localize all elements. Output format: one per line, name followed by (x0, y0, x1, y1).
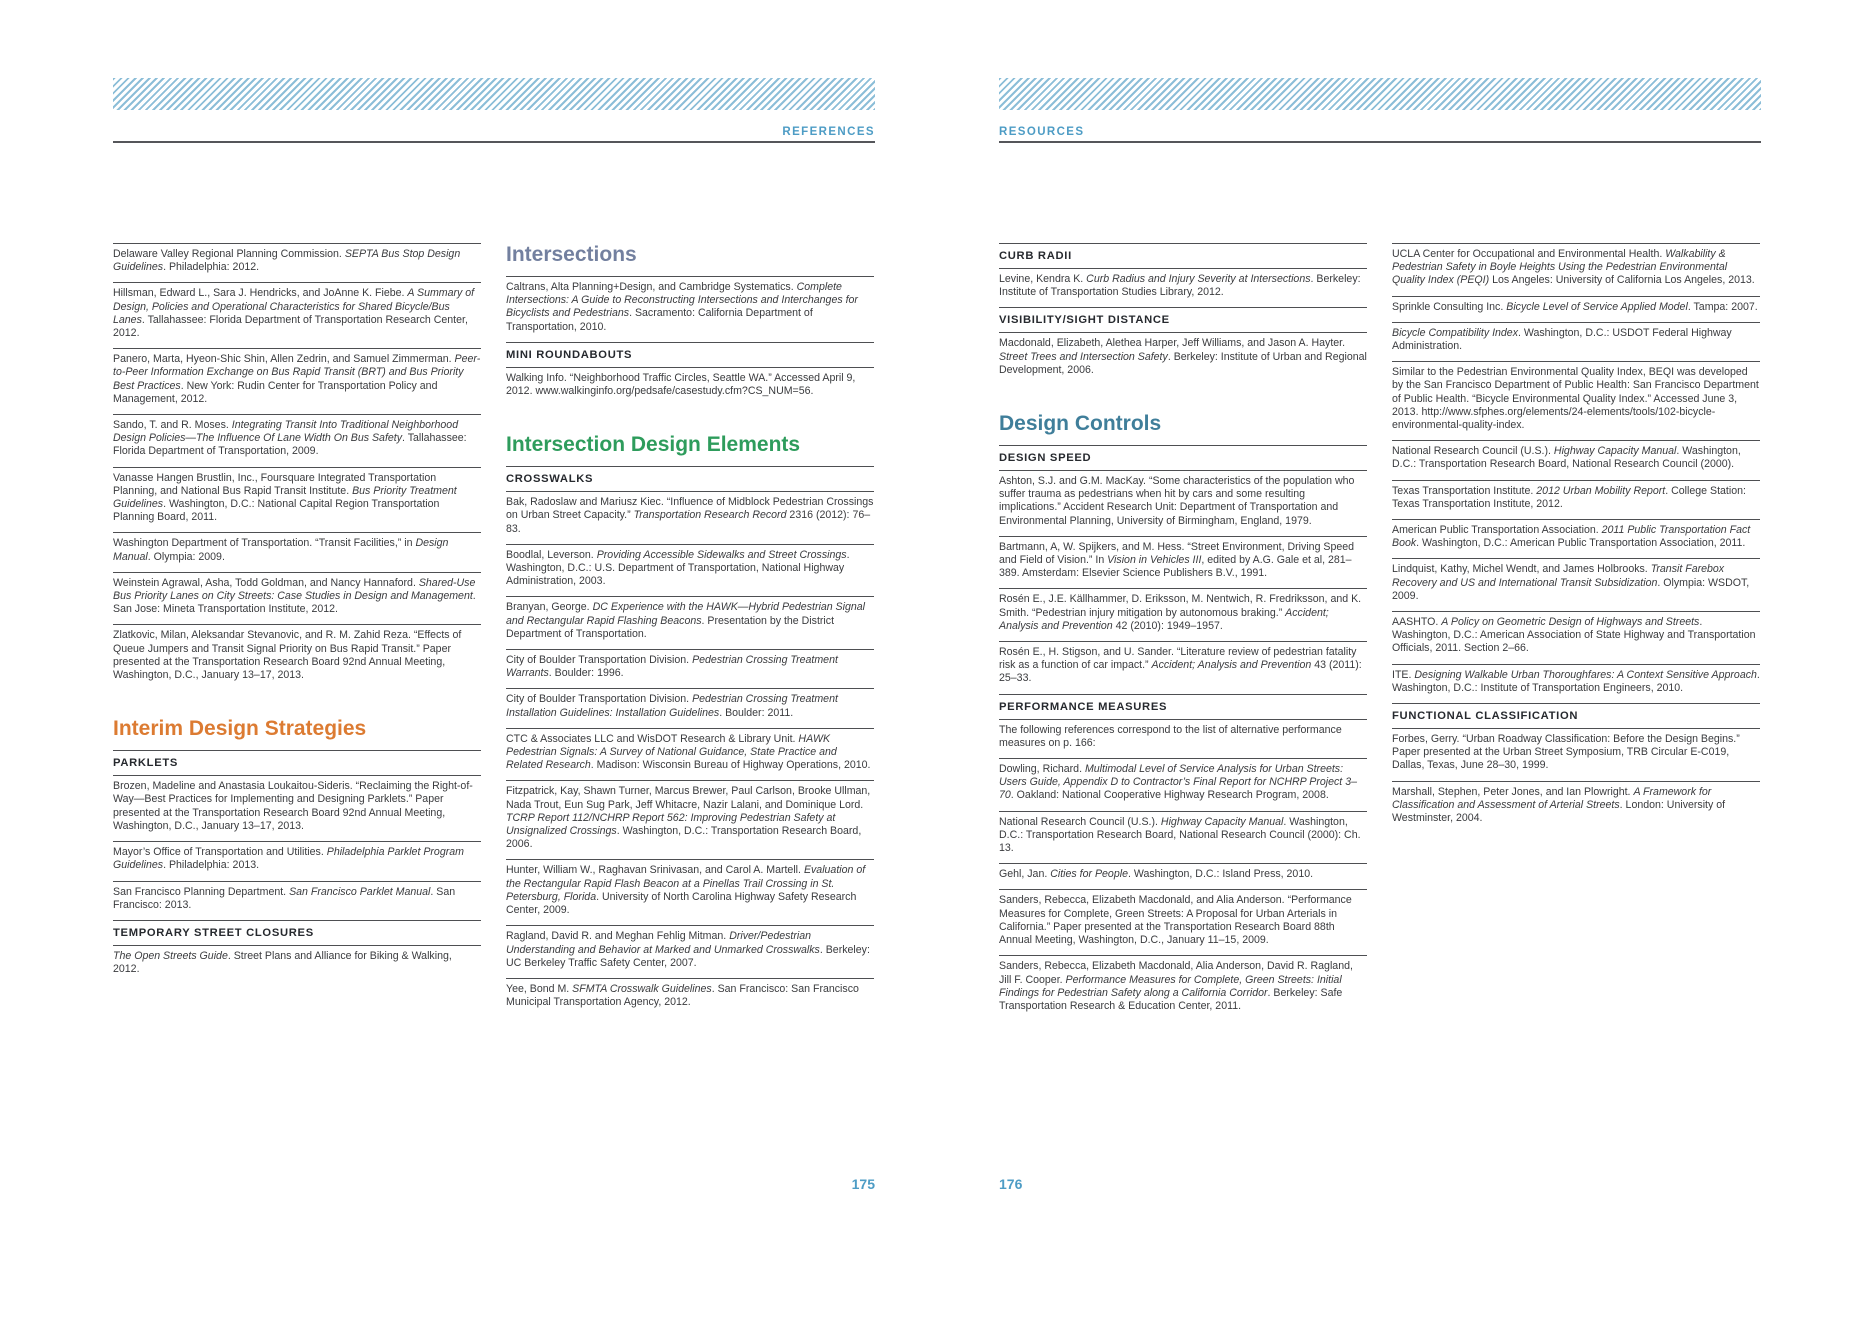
column-1 (999, 243, 1367, 1021)
citation: Marshall, Stephen, Peter Jones, and Ian Plowright. A Framework for Classification and Assessment of Arterial Streets. London: University of Westminster, 2004. (1392, 781, 1760, 834)
page-175 (113, 78, 875, 1192)
citation: Hillsman, Edward L., Sara J. Hendricks, and JoAnne K. Fiebe. A Summary of Design, Policies and Operational Characteristics for Shared Bicycle/Bus Lanes. Tallahassee: Florida Department of Transportation Research Center, 2012. (113, 282, 481, 348)
citation: UCLA Center for Occupational and Environmental Health. Walkability & Pedestrian Safety in Boyle Heights Using the Pedestrian Environmental Quality Index (PEQI) Los Angeles: University of California Los Angeles, 2013. (1392, 243, 1760, 296)
citation: American Public Transportation Association. 2011 Public Transportation Fact Book. Washington, D.C.: American Public Transportation Association, 2011. (1392, 519, 1760, 558)
citation: Rosén E., H. Stigson, and U. Sander. “Literature review of pedestrian fatality risk as a function of car impact.” Accident; Analysis and Prevention 43 (2011): 25–33. (999, 641, 1367, 694)
citation: Similar to the Pedestrian Environmental Quality Index, BEQI was developed by the San Francisco Department of Public Health: San Francisco Department of Public Health. “Bicycle Environmental Quality Index.” Accessed June 3, 2013. http://www.sfphes.org/elements/24-elements/tools/102-bicycle-environmental-quality-index. (1392, 361, 1760, 440)
citation: National Research Council (U.S.). Highway Capacity Manual. Washington, D.C.: Transportation Research Board, National Research Council (2000). (1392, 440, 1760, 479)
citation: Bicycle Compatibility Index. Washington, D.C.: USDOT Federal Highway Administration. (1392, 322, 1760, 361)
header-row (113, 110, 875, 141)
citation: Gehl, Jan. Cities for People. Washington, D.C.: Island Press, 2010. (999, 863, 1367, 889)
subheading-crosswalks: CROSSWALKS (506, 466, 874, 491)
subheading-parklets: PARKLETS (113, 750, 481, 775)
citation: Dowling, Richard. Multimodal Level of Service Analysis for Urban Streets: Users Guide, Appendix D to Contractor’s Final Report for NCHRP Project 3–70. Oakland: National Cooperative Highway Research Program, 2008. (999, 758, 1367, 811)
page-content (113, 243, 875, 1017)
citation: ITE. Designing Walkable Urban Thoroughfares: A Context Sensitive Approach. Washington, D.C.: Institute of Transportation Engineers, 2010. (1392, 664, 1760, 703)
section-heading-design-controls: Design Controls (999, 412, 1162, 436)
page-number: 176 (999, 1176, 1023, 1192)
citation: Mayor’s Office of Transportation and Utilities. Philadelphia Parklet Program Guidelines. Philadelphia: 2013. (113, 841, 481, 880)
citation: Levine, Kendra K. Curb Radius and Injury Severity at Intersections. Berkeley: Institute of Transportation Studies Library, 2012. (999, 268, 1367, 307)
citation: Walking Info. “Neighborhood Traffic Circles, Seattle WA.” Accessed April 9, 2012. www.walkinginfo.org/pedsafe/casestudy.cfm?CS_NUM=56. (506, 367, 874, 406)
section-heading-intersection-design-elements: Intersection Design Elements (506, 433, 801, 457)
citation: Branyan, George. DC Experience with the HAWK—Hybrid Pedestrian Signal and Rectangular Rapid Flashing Beacons. Presentation by the District Department of Transportation. (506, 596, 874, 649)
citation: Brozen, Madeline and Anastasia Loukaitou-Sideris. “Reclaiming the Right-of-Way—Best Practices for Implementing and Designing Parklets.” Paper presented at the Transportation Research Board 92nd Annual Meeting, Washington, D.C., January 13–17, 2013. (113, 775, 481, 841)
hatched-band (113, 78, 875, 110)
citation: Sando, T. and R. Moses. Integrating Transit Into Traditional Neighborhood Design Policies—The Influence Of Lane Width On Bus Safety. Tallahassee: Florida Department of Transportation, 2009. (113, 414, 481, 467)
citation: Delaware Valley Regional Planning Commission. SEPTA Bus Stop Design Guidelines. Philadelphia: 2012. (113, 243, 481, 282)
citation: Boodlal, Leverson. Providing Accessible Sidewalks and Street Crossings. Washington, D.C.: U.S. Department of Transportation, National Highway Administration, 2003. (506, 544, 874, 597)
subheading-temporary-street-closures: TEMPORARY STREET CLOSURES (113, 920, 481, 945)
citation: City of Boulder Transportation Division. Pedestrian Crossing Treatment Warrants. Boulder: 1996. (506, 649, 874, 688)
citation: Fitzpatrick, Kay, Shawn Turner, Marcus Brewer, Paul Carlson, Brooke Ullman, Nada Trout, Eun Sug Park, Jeff Whitacre, Nazir Lalani, and Dominique Lord. TCRP Report 112/NCHRP Report 562: Improving Pedestrian Safety at Unsignalized Crossings. Washington, D.C.: Transportation Research Board, 2006. (506, 780, 874, 859)
citation: The following references correspond to the list of alternative performance measures on p. 166: (999, 719, 1367, 758)
subheading-curb-radii: CURB RADII (999, 243, 1367, 268)
citation: Panero, Marta, Hyeon-Shic Shin, Allen Zedrin, and Samuel Zimmerman. Peer-to-Peer Information Exchange on Bus Rapid Transit (BRT) and Bus Priority Best Practices. New York: Rudin Center for Transportation Policy and Management, 2012. (113, 348, 481, 414)
citation: Yee, Bond M. SFMTA Crosswalk Guidelines. San Francisco: San Francisco Municipal Transportation Agency, 2012. (506, 978, 874, 1017)
header-rule (999, 141, 1761, 143)
header-rule (113, 141, 875, 143)
running-header-references: REFERENCES (782, 126, 875, 138)
citation: Rosén E., J.E. Källhammer, D. Eriksson, M. Nentwich, R. Fredriksson, and K. Smith. “Pedestrian injury mitigation by autonomous braking.” Accident; Analysis and Prevention 42 (2010): 1949–1957. (999, 588, 1367, 641)
subheading-visibility-sight-distance: VISIBILITY/SIGHT DISTANCE (999, 307, 1367, 332)
citation: Bartmann, A, W. Spijkers, and M. Hess. “Street Environment, Driving Speed and Field of Vision.” In Vision in Vehicles III, edited by A.G. Gale et al, 281–389. Amsterdam: Elsevier Science Publishers B.V., 1991. (999, 536, 1367, 589)
section-heading-intersections: Intersections (506, 243, 637, 266)
citation: Forbes, Gerry. “Urban Roadway Classification: Before the Design Begins.” Paper presented at the Urban Street Symposium, TRB Circular E-C019, Dallas, Texas, June 28–30, 1999. (1392, 728, 1760, 781)
section-heading-interim-design-strategies: Interim Design Strategies (113, 717, 367, 741)
citation: The Open Streets Guide. Street Plans and Alliance for Biking & Walking, 2012. (113, 945, 481, 984)
citation: CTC & Associates LLC and WisDOT Research & Library Unit. HAWK Pedestrian Signals: A Survey of National Guidance, State Practice and Related Research. Madison: Wisconsin Bureau of Highway Operations, 2010. (506, 728, 874, 781)
subheading-performance-measures: PERFORMANCE MEASURES (999, 694, 1367, 719)
page-content (999, 243, 1761, 1021)
citation: Caltrans, Alta Planning+Design, and Cambridge Systematics. Complete Intersections: A Guide to Reconstructing Intersections and Interchanges for Bicyclists and Pedestrians. Sacramento: California Department of Transportation, 2010. (506, 276, 874, 342)
citation: City of Boulder Transportation Division. Pedestrian Crossing Treatment Installation Guidelines: Installation Guidelines. Boulder: 2011. (506, 688, 874, 727)
citation: Hunter, William W., Raghavan Srinivasan, and Carol A. Martell. Evaluation of the Rectangular Rapid Flash Beacon at a Pinellas Trail Crossing in St. Petersburg, Florida. University of North Carolina Highway Safety Research Center, 2009. (506, 859, 874, 925)
column-1 (113, 243, 481, 1017)
running-header-resources: RESOURCES (999, 126, 1085, 138)
citation: Sanders, Rebecca, Elizabeth Macdonald, Alia Anderson, David R. Ragland, Jill F. Cooper. Performance Measures for Complete, Green Streets: Initial Findings for Pedestrian Safety along a California Corridor. Berkeley: Safe Transportation Research & Education Center, 2011. (999, 955, 1367, 1021)
subheading-mini-roundabouts: MINI ROUNDABOUTS (506, 342, 874, 367)
citation: Texas Transportation Institute. 2012 Urban Mobility Report. College Station: Texas Transportation Institute, 2012. (1392, 480, 1760, 519)
citation: Sprinkle Consulting Inc. Bicycle Level of Service Applied Model. Tampa: 2007. (1392, 296, 1760, 322)
page-176 (999, 78, 1761, 1192)
citation: Vanasse Hangen Brustlin, Inc., Foursquare Integrated Transportation Planning, and National Bus Rapid Transit Institute. Bus Priority Treatment Guidelines. Washington, D.C.: National Capital Region Transportation Planning Board, 2011. (113, 467, 481, 533)
citation: Lindquist, Kathy, Michel Wendt, and James Holbrooks. Transit Farebox Recovery and US and International Transit Subsidization. Olympia: WSDOT, 2009. (1392, 558, 1760, 611)
column-2 (506, 243, 874, 1017)
subheading-design-speed: DESIGN SPEED (999, 445, 1367, 470)
citation: Macdonald, Elizabeth, Alethea Harper, Jeff Williams, and Jason A. Hayter. Street Trees and Intersection Safety. Berkeley: Institute of Urban and Regional Development, 2006. (999, 332, 1367, 385)
citation: National Research Council (U.S.). Highway Capacity Manual. Washington, D.C.: Transportation Research Board, National Research Council (2000): Ch. 13. (999, 811, 1367, 864)
citation: Ragland, David R. and Meghan Fehlig Mitman. Driver/Pedestrian Understanding and Behavior at Marked and Unmarked Crosswalks. Berkeley: UC Berkeley Traffic Safety Center, 2007. (506, 925, 874, 978)
hatched-band (999, 78, 1761, 110)
citation: Sanders, Rebecca, Elizabeth Macdonald, and Alia Anderson. “Performance Measures for Complete, Green Streets: A Proposal for Urban Arterials in California.” Paper presented at the Transportation Research Board 88th Annual Meeting, Washington, D.C., January 11–15, 2009. (999, 889, 1367, 955)
citation: Weinstein Agrawal, Asha, Todd Goldman, and Nancy Hannaford. Shared-Use Bus Priority Lanes on City Streets: Case Studies in Design and Management. San Jose: Mineta Transportation Institute, 2012. (113, 572, 481, 625)
citation: Bak, Radoslaw and Mariusz Kiec. “Influence of Midblock Pedestrian Crossings on Urban Street Capacity.” Transportation Research Record 2316 (2012): 76–83. (506, 491, 874, 544)
subheading-functional-classification: FUNCTIONAL CLASSIFICATION (1392, 703, 1760, 728)
citation: Ashton, S.J. and G.M. MacKay. “Some characteristics of the population who suffer trauma as pedestrians when hit by cars and some resulting implications.” Accident Research Unit: Department of Transportation and Environmental Planning, University of Birmingham, England, 1979. (999, 470, 1367, 536)
page-number: 175 (851, 1176, 875, 1192)
citation: San Francisco Planning Department. San Francisco Parklet Manual. San Francisco: 2013. (113, 881, 481, 920)
citation: Zlatkovic, Milan, Aleksandar Stevanovic, and R. M. Zahid Reza. “Effects of Queue Jumpers and Transit Signal Priority on Bus Rapid Transit.” Paper presented at the Transportation Research Board 92nd Annual Meeting, Washington, D.C., January 13–17, 2013. (113, 624, 481, 690)
column-2 (1392, 243, 1760, 1021)
citation: Washington Department of Transportation. “Transit Facilities,” in Design Manual. Olympia: 2009. (113, 532, 481, 571)
header-row (999, 110, 1761, 141)
citation: AASHTO. A Policy on Geometric Design of Highways and Streets. Washington, D.C.: American Association of State Highway and Transportation Officials, 2011. Section 2–66. (1392, 611, 1760, 664)
